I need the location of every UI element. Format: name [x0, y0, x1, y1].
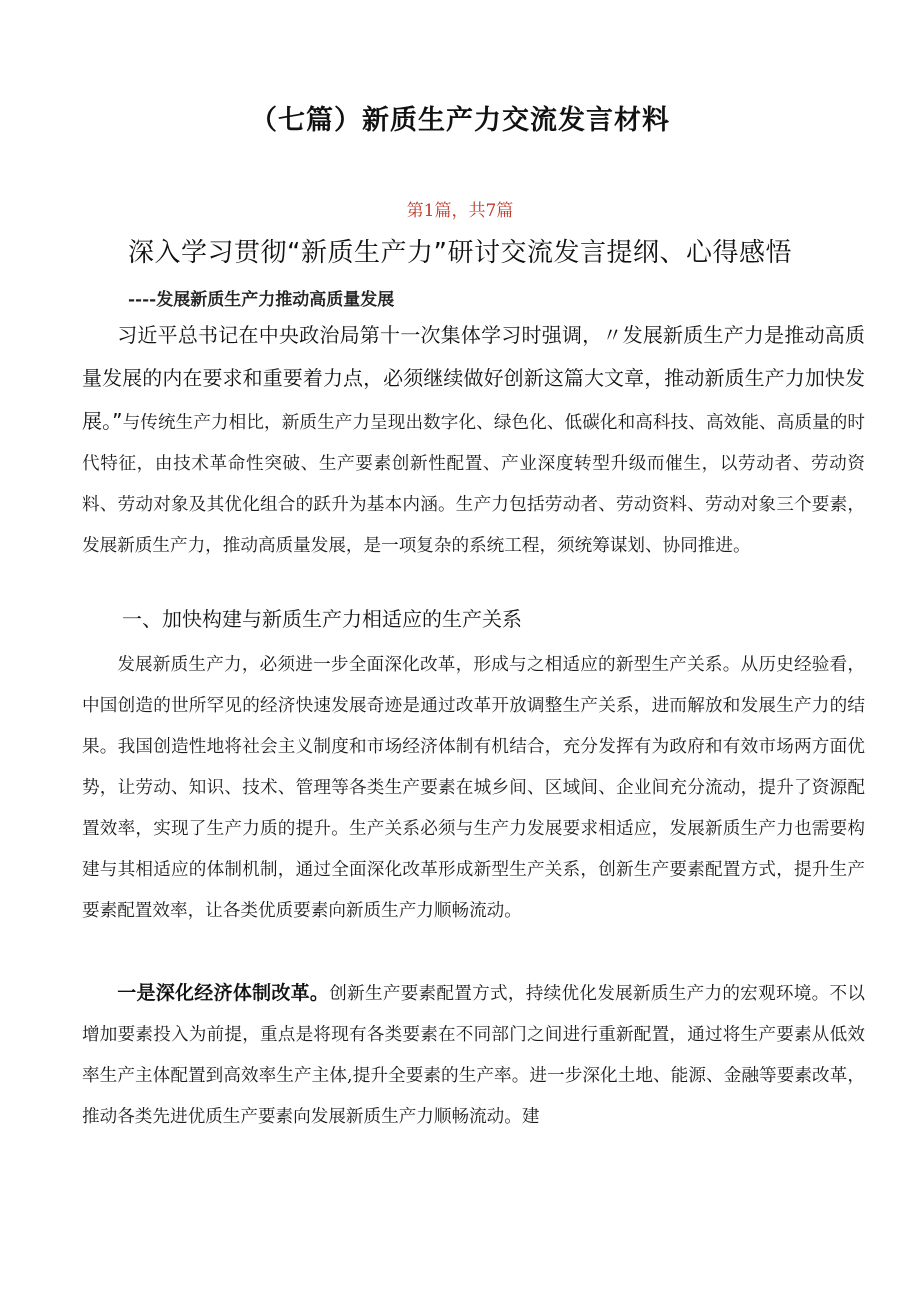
article-title: 深入学习贯彻“新质生产力”研讨交流发言提纲、心得感悟 — [128, 238, 792, 268]
section-paragraph: 发展新质生产力，必须进一步全面深化改革，形成与之相适应的新型生产关系。从历史经验看，中国创造的世所罕见的经济快速发展奇迹是通过改革开放调整生产关系，进而解放和发展生产力的结果。我国创造性地将社会主义制度和市场经济体制有机结合，充分发挥有为政府和有效市场两方面优势，让劳动、知识、技术、管理等各类生产要素在城乡间、区域间、企业间充分流动，提升了资源配置效率，实现了生产力质的提升。生产关系必须与生产力发展要求相适应，发展新质生产力也需要构建与其相适应的体制机制，通过全面深化改革形成新型生产关系，创新生产要素配置方式，提升生产要素配置效率，让各类优质要素向新质生产力顺畅流动。 — [82, 655, 865, 921]
intro-body: 与传统生产力相比，新质生产力呈现出数字化、绿色化、低碳化和高科技、高效能、高质量的时代特征，由技术革命性突破、生产要素创新性配置、产业深度转型升级而催生，以劳动者、劳动资料、劳动对象及其优化组合的跃升为基本内涵。生产力包括劳动者、劳动资料、劳动对象三个要素，发展新质生产力，推动高质量发展，是一项复杂的系统工程，须统筹谋划、协同推进。 — [82, 413, 865, 556]
point-body: 创新生产要素配置方式，持续优化发展新质生产力的宏观环境。不以增加要素投入为前提，重点是将现有各类要素在不同部门之间进行重新配置，通过将生产要素从低效率生产主体配置到高效率生产主体,提升全要素的生产率。进一步深化土地、能源、金融等要素改革，推动各类先进优质生产要素向发展新质生产力顺畅流动。建 — [82, 984, 865, 1127]
point-paragraph — [82, 973, 865, 1138]
section-heading: 一、加快构建与新质生产力相适应的生产关系 — [122, 607, 522, 631]
article-subtitle: ----发展新质生产力推动高质量发展 — [128, 290, 395, 310]
intro-quote: 习近平总书记在中央政治局第十一次集体学习时强调，〃发展新质生产力是推动高质量发展的内在要求和重要着力点，必须继续做好创新这篇大文章，推动新质生产力加快发展。” — [82, 323, 865, 433]
point-lead: 一是深化经济体制改革。 — [117, 982, 330, 1004]
part-indicator: 第1篇，共7篇 — [406, 201, 514, 221]
document-title: （七篇）新质生产力交流发言材料 — [250, 105, 670, 136]
intro-paragraph — [82, 315, 865, 567]
